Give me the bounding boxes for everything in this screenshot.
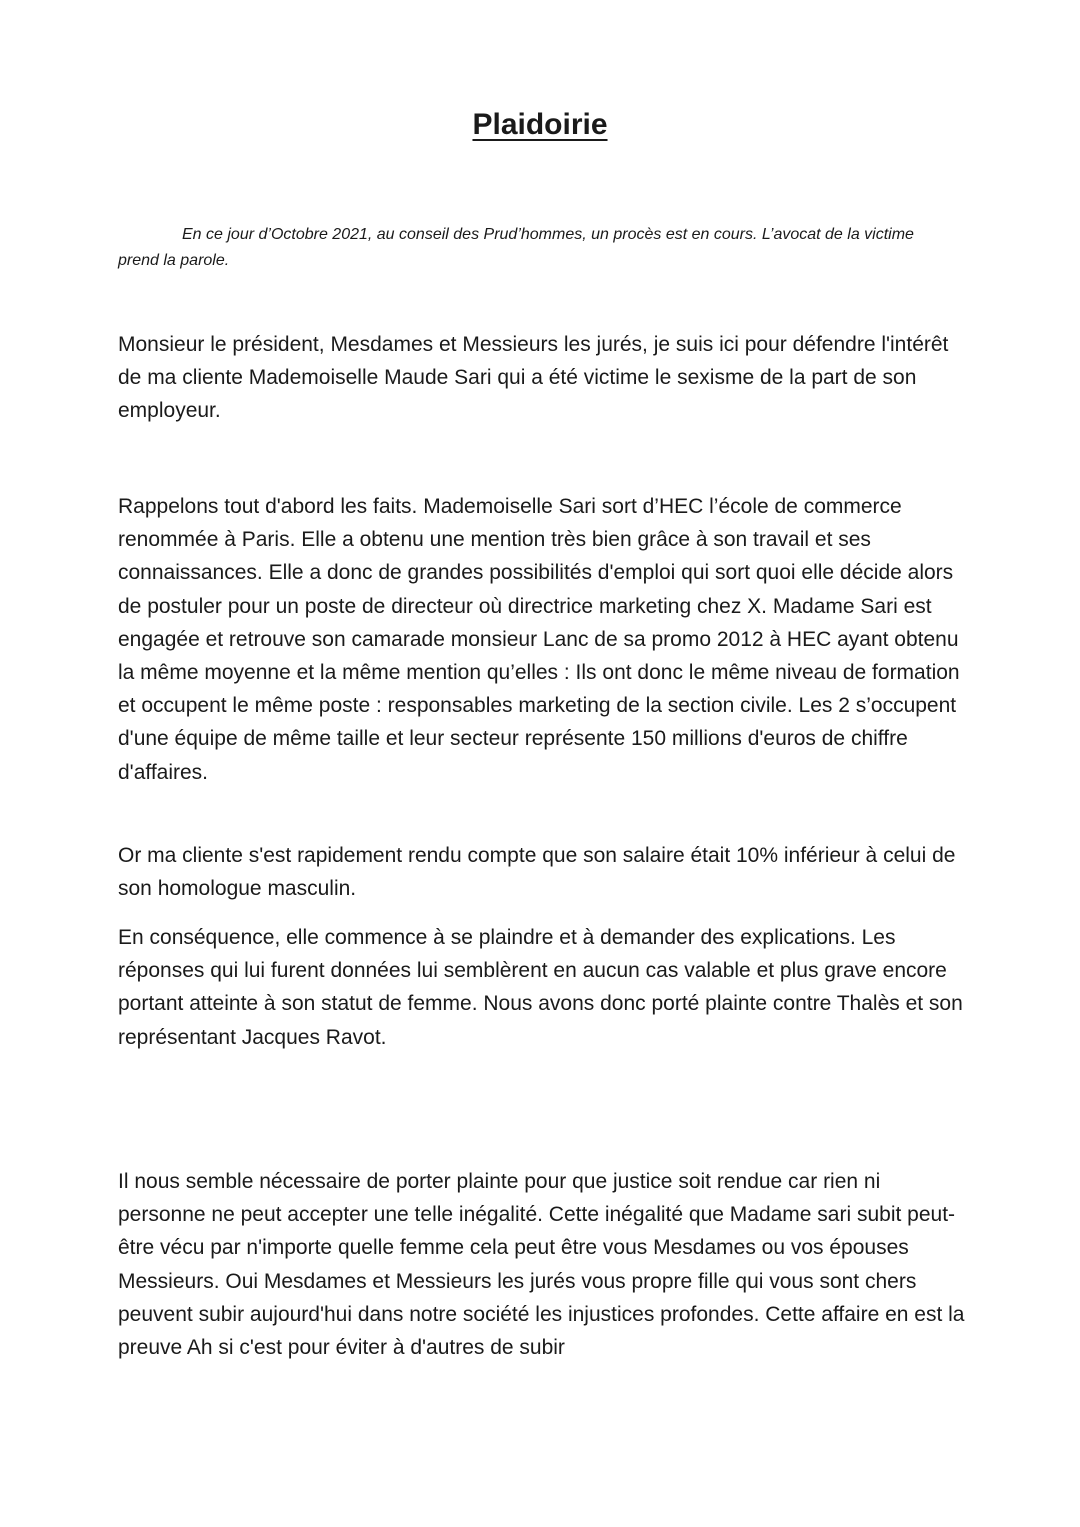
paragraph-2: Rappelons tout d'abord les faits. Mademoiselle Sari sort d’HEC l’école de commerce renommée à Paris. Elle a obtenu une mention très bien grâce à son travail et ses connaissances. Elle a donc de grandes possibilités d'emploi qui sort quoi elle décide alors de postuler pour un poste de directeur où directrice marketing chez X. Madame Sari est engagée et retrouve son camarade monsieur Lanc de sa promo 2012 à HEC ayant obtenu la même moyenne et la même mention qu’elles : Ils ont donc le même niveau de formation et occupent le même poste : responsables marketing de la section civile. Les 2 s’occupent d'une équipe de même taille et leur secteur représente 150 millions d'euros de chiffre d'affaires. (118, 495, 960, 784)
document-title: Plaidoirie (472, 108, 608, 141)
paragraph-4: En conséquence, elle commence à se plaindre et à demander des explications. Les réponses qui lui furent données lui semblèrent en aucun cas valable et plus grave encore portant atteinte à son statut de femme. Nous avons donc porté plainte contre Thalès et son représentant Jacques Ravot. (118, 926, 963, 1049)
paragraph-5: Il nous semble nécessaire de porter plainte pour que justice soit rendue car rien ni personne ne peut accepter une telle inégalité. Cette inégalité que Madame sari subit peut-être vécu par n'importe quelle femme cela peut être vous Mesdames ou vos épouses Messieurs. Oui Mesdames et Messieurs les jurés vous propre fille qui vous sont chers peuvent subir aujourd'hui dans notre société les injustices profondes. Cette affaire en est la preuve Ah si c'est pour éviter à d'autres de subir (118, 1170, 965, 1360)
paragraph-1: Monsieur le président, Mesdames et Messieurs les jurés, je suis ici pour défendre l'intérêt de ma cliente Mademoiselle Maude Sari qui a été victime le sexisme de la part de son employeur. (118, 333, 949, 423)
intro-paragraph: En ce jour d’Octobre 2021, au conseil des Prud’hommes, un procès est en cours. L’avocat de la victime prend la parole. (118, 226, 914, 269)
paragraph-3: Or ma cliente s'est rapidement rendu compte que son salaire était 10% inférieur à celui de son homologue masculin. (118, 844, 956, 901)
